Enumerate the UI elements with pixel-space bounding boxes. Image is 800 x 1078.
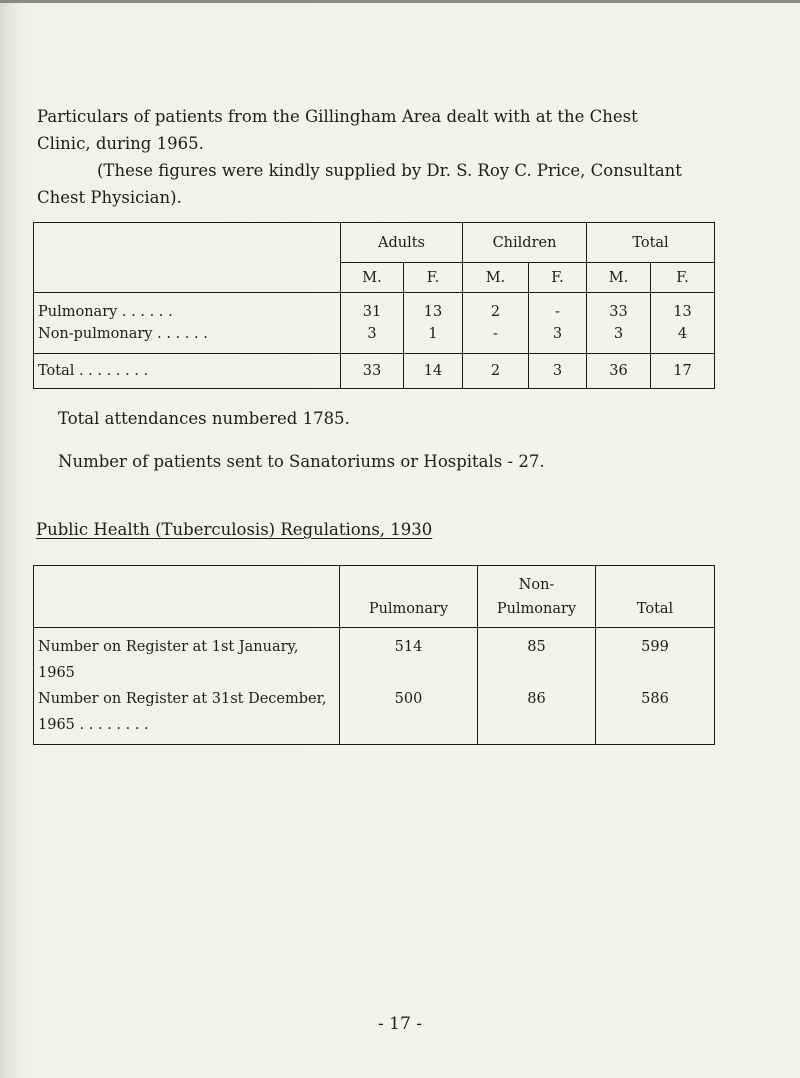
cell-value: - xyxy=(493,326,498,342)
page-number: - 17 - xyxy=(378,1014,422,1034)
cell-value: 36 xyxy=(587,354,651,389)
cell-value: 586 xyxy=(641,691,669,707)
sub-header: F. xyxy=(529,263,587,293)
cell-value: 14 xyxy=(404,354,463,389)
register-table xyxy=(33,565,715,745)
cell-value: 4 xyxy=(677,326,688,342)
column-header: Pulmonary xyxy=(340,566,478,628)
row-label: Number on Register at 1st January, 1965 xyxy=(38,639,299,681)
column-header: Pulmonary xyxy=(496,601,577,617)
intro-line: Chest Physician). xyxy=(37,188,182,207)
cell-value: 514 xyxy=(394,639,423,655)
blank-header-cell xyxy=(34,223,341,293)
cell-value: 3 xyxy=(552,326,563,342)
sub-header: F. xyxy=(404,263,463,293)
cell-value: 86 xyxy=(527,691,546,707)
cell-value: 33 xyxy=(341,354,404,389)
intro-line: Clinic, during 1965. xyxy=(37,134,204,153)
table-row xyxy=(34,293,715,354)
row-label: 1965 . . . . . . . . xyxy=(38,717,149,733)
page-edge xyxy=(0,0,800,3)
row-label: Non-pulmonary . . . . . . xyxy=(38,326,208,342)
attendance-statement: Total attendances numbered 1785. xyxy=(58,409,350,428)
group-header: Total xyxy=(587,223,715,263)
cell-value: 17 xyxy=(651,354,715,389)
row-label: Number on Register at 31st December, xyxy=(38,691,327,707)
chest-clinic-table xyxy=(33,222,715,389)
cell-value: 3 xyxy=(613,326,624,342)
cell-value: - xyxy=(555,304,560,320)
row-label: Pulmonary . . . . . . xyxy=(38,304,173,320)
sub-header: M. xyxy=(587,263,651,293)
sanatorium-statement: Number of patients sent to Sanatoriums or Hospitals - 27. xyxy=(58,452,545,471)
cell-value: 1 xyxy=(428,326,438,342)
intro-paragraph xyxy=(37,103,737,211)
blank-header-cell xyxy=(34,566,340,628)
cell-value: 3 xyxy=(529,354,587,389)
group-header: Children xyxy=(463,223,587,263)
sub-header: M. xyxy=(341,263,404,293)
column-header: Non- xyxy=(518,577,555,593)
cell-value: 33 xyxy=(609,304,628,320)
intro-line: (These figures were kindly supplied by Dr. S. Roy C. Price, Consultant xyxy=(97,161,682,180)
column-header: Total xyxy=(596,566,715,628)
cell-value: 85 xyxy=(527,639,546,655)
cell-value: 31 xyxy=(362,304,382,320)
cell-value: 599 xyxy=(641,639,669,655)
cell-value: 13 xyxy=(673,304,692,320)
cell-value: 500 xyxy=(394,691,423,707)
intro-line: Particulars of patients from the Gillingham Area dealt with at the Chest xyxy=(37,107,638,126)
table-row xyxy=(34,628,715,745)
total-row xyxy=(34,354,715,389)
group-header: Adults xyxy=(341,223,463,263)
section-heading: Public Health (Tuberculosis) Regulations, 1930 xyxy=(36,520,433,539)
cell-value: 2 xyxy=(490,304,501,320)
row-label: Total . . . . . . . . xyxy=(34,354,341,389)
cell-value: 3 xyxy=(367,326,377,342)
cell-value: 13 xyxy=(423,304,443,320)
sub-header: M. xyxy=(463,263,529,293)
sub-header: F. xyxy=(651,263,715,293)
cell-value: 2 xyxy=(463,354,529,389)
